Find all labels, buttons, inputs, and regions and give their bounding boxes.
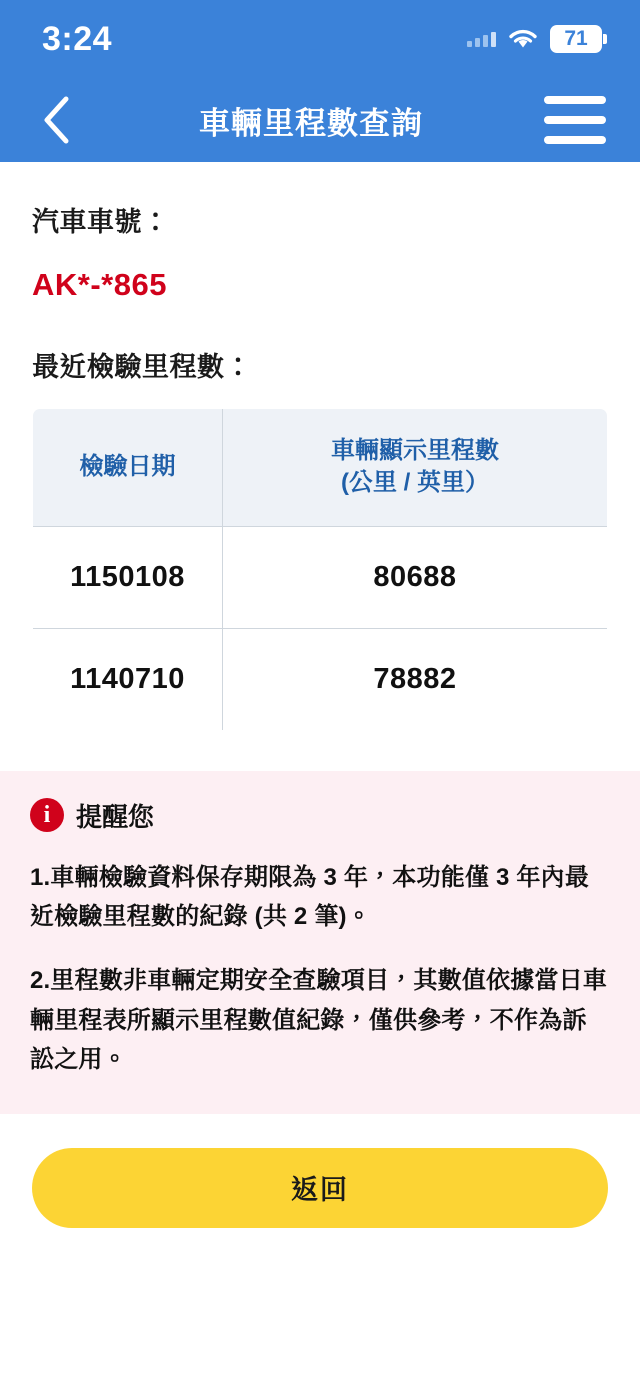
page-title: 車輛里程數查詢 (199, 105, 423, 141)
plate-label: 汽車車號： (32, 207, 170, 237)
notice-title: 提醒您 (76, 801, 155, 832)
table-row (33, 526, 608, 628)
table-header-row (33, 409, 608, 527)
status-bar-time: 3:24 (42, 19, 113, 58)
info-icon: i (30, 798, 64, 832)
notice-item: 1.車輛檢驗資料保存期限為 3 年，本功能僅 3 年內最近檢驗里程數的紀錄 (共 2 筆)。 (30, 863, 589, 931)
table-header-mileage-line2: (公里 / 英里） (341, 469, 489, 497)
status-bar (0, 0, 640, 78)
wifi-icon (508, 28, 538, 50)
cell-inspection-date: 1150108 (33, 526, 223, 628)
app-header (0, 78, 640, 162)
hamburger-menu-icon[interactable] (544, 96, 606, 144)
main-content (0, 200, 640, 731)
table-row (33, 628, 608, 730)
cellular-signal-icon (467, 31, 496, 47)
table-header-date: 檢驗日期 (33, 409, 223, 527)
notice-panel (0, 771, 640, 1114)
battery-indicator: 71 (550, 25, 602, 53)
notice-header (30, 797, 610, 834)
cell-mileage-value: 78882 (223, 628, 608, 730)
cell-inspection-date: 1140710 (33, 628, 223, 730)
status-bar-indicators (467, 25, 602, 53)
back-button[interactable]: 返回 (32, 1148, 608, 1228)
mileage-table (32, 408, 608, 731)
table-header-mileage-line1: 車輛顯示里程數 (331, 437, 499, 464)
plate-number-value: AK*-*865 (32, 267, 167, 302)
table-header-mileage (223, 409, 608, 527)
cell-mileage-value: 80688 (223, 526, 608, 628)
notice-item: 2.里程數非車輛定期安全查驗項目，其數值依據當日車輛里程表所顯示里程數值紀錄，僅供參考，不作為訴訟之用。 (30, 966, 608, 1074)
footer-actions (0, 1114, 640, 1228)
mileage-section-label: 最近檢驗里程數： (32, 352, 252, 382)
